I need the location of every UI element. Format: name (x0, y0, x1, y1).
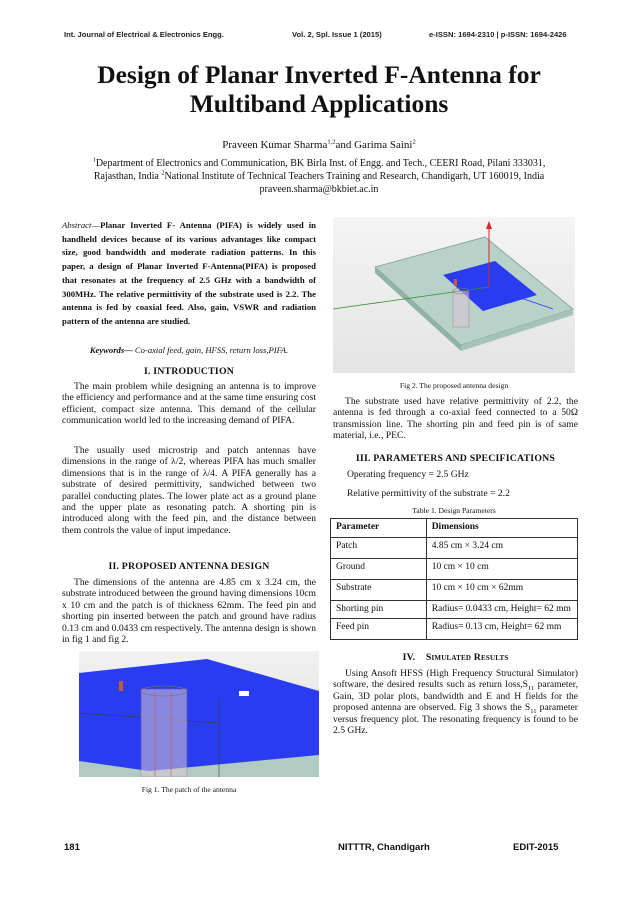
intro-paragraph-1: The main problem while designing an antenna is to improve the efficiency and performance and at the same time ensuring cost efficient, compact size antenna. This demand of the cellular communication world led to the increasing demand of PIFA. (62, 381, 316, 427)
keywords-label: Keywords— (89, 345, 133, 355)
section-heading-design: II. PROPOSED ANTENNA DESIGN (108, 561, 270, 572)
table-cell: Radius= 0.0433 cm, Height= 62 mm (426, 600, 577, 619)
table-cell: Ground (331, 558, 427, 579)
table-cell: Substrate (331, 579, 427, 600)
design-paragraph: The dimensions of the antenna are 4.85 cm x 3.24 cm, the substrate introduced between the ground having dimensions 10cm x 10 cm and the patch is of thickness 62mm. The feed pin and shorting pin inserted between the patch and ground have radius 0.13 cm and 0.0433 cm respectively. The antenna design is shown in fig 1 and fig 2. (62, 577, 316, 646)
author-email: praveen.sharma@bkbiet.ac.in (259, 184, 379, 196)
journal-name: Int. Journal of Electrical & Electronics Engg. (64, 30, 224, 39)
figure-1-svg (79, 651, 319, 777)
section-number: IV. (402, 652, 416, 663)
journal-issn: e-ISSN: 1694-2310 | p-ISSN: 1694-2426 (429, 30, 567, 39)
author-1-sup: 1,2 (327, 138, 336, 146)
table-row (331, 619, 578, 640)
abstract-body: Planar Inverted F- Antenna (PIFA) is widely used in handheld devices because of its various advantages like compact size, good bandwidth and moderate radiation patterns. In this paper, a design of Planar Inverted F-Antenna(PIFA) is proposed that resonates at the frequency of 2.5 GHz with a bandwidth of 300MHz. The relative permittivity of the substrate used is 2.2. The antenna is fed by coaxial feed. Also, gain, VSWR and radiation pattern of the antenna are studied. (62, 220, 316, 326)
figure-1-patch (79, 651, 319, 777)
affil-line-2b: National Institute of Technical Teachers Training and Research, Chandigarh, UT 160019, India (164, 171, 545, 183)
sim-text-a: Using Ansoft HFSS (High Frequency Structural Simulator) software, the desired results such as return loss,S (333, 668, 578, 691)
table-header-dimensions: Dimensions (426, 519, 577, 538)
figure-2-antenna (333, 217, 575, 373)
table-cell: Radius= 0.13 cm, Height= 62 mm (426, 619, 577, 640)
affil-sup-2: 2 (161, 169, 165, 177)
affil-sup-1: 1 (92, 156, 96, 164)
intro-paragraph-2: The usually used microstrip and patch antennas have dimensions in the range of λ/2, whereas PIFA has much smaller dimensions that is in the range of λ/4. A PIFA generally has a substrate of desired permittivity, sandwiched between two parallel conducting plates. The lower plate act as a ground plane and the upper plate as resonating patch. A shorting pin is introduced along with the feed pin, and the distance between them controls the value of input impedance. (62, 445, 316, 536)
author-2: and Garima Saini (335, 139, 413, 151)
table-cell: Shorting pin (331, 600, 427, 619)
table-row (331, 537, 578, 558)
section-heading-introduction: I. INTRODUCTION (143, 366, 235, 377)
table-cell: 10 cm × 10 cm × 62mm (426, 579, 577, 600)
table-header-parameter: Parameter (331, 519, 427, 538)
figure-2-caption: Fig 2. The proposed antenna design (399, 381, 509, 390)
affiliation (60, 157, 578, 197)
sim-text-c: parameter versus frequency plot. The resonating frequency is found to be 2.5 GHz. (333, 702, 578, 737)
keywords (62, 345, 316, 355)
journal-volume: Vol. 2, Spl. Issue 1 (2015) (292, 30, 382, 39)
author-2-sup: 2 (412, 138, 416, 146)
figure-2-svg (333, 217, 575, 373)
footer-org: NITTTR, Chandigarh (338, 842, 430, 853)
table-cell: 4.85 cm × 3.24 cm (426, 537, 577, 558)
abstract-dash: — (91, 220, 101, 230)
keywords-text: Co-axial feed, gain, HFSS, return loss,PIFA. (132, 345, 289, 355)
table-row (331, 558, 578, 579)
design-parameters-table (330, 518, 578, 640)
affil-line-2a: Rajasthan, India (93, 171, 162, 183)
substrate-paragraph: The substrate used have relative permittivity of 2.2, the antenna is fed through a co-axial feed connected to a 50Ω transmission line. The shorting pin and feed pin is of same material, i.e., PEC. (333, 396, 578, 442)
table-row (331, 600, 578, 619)
table-header-row (331, 519, 578, 538)
section-heading-simulated-results (333, 652, 578, 663)
author-1: Praveen Kumar Sharma (222, 139, 328, 151)
figure-1-caption: Fig 1. The patch of the antenna (141, 785, 237, 794)
affil-line-1: Department of Electronics and Communication, BK Birla Inst. of Engg. and Tech., CEERI Road, Pilani 333031, (95, 158, 546, 169)
footer-edition: EDIT-2015 (513, 842, 559, 853)
table-caption: Table 1. Design Parameters (412, 506, 496, 515)
sim-sub-2: 11 (530, 708, 537, 716)
author-line (0, 139, 638, 151)
table-cell: Feed pin (331, 619, 427, 640)
section-heading-parameters: III. PARAMETERS AND SPECIFICATIONS (355, 453, 556, 464)
table-cell: 10 cm × 10 cm (426, 558, 577, 579)
table-row (331, 579, 578, 600)
sim-sub-1: 11 (527, 685, 535, 693)
relative-permittivity: Relative permittivity of the substrate = 2.2 (347, 488, 510, 499)
table-cell: Patch (331, 537, 427, 558)
paper-title: Design of Planar Inverted F-Antenna for Multiband Applications (97, 60, 541, 118)
abstract (62, 219, 316, 329)
section-title: Simulated Results (425, 652, 509, 663)
simulation-paragraph (333, 668, 578, 736)
operating-frequency: Operating frequency = 2.5 GHz (347, 469, 469, 480)
page-number: 181 (64, 842, 80, 853)
abstract-label: Abstract (62, 220, 92, 230)
sim-text-b: parameter, Gain, 3D polar plots, bandwidth and E and H fields for the proposed antenna are observed. Fig 3 shows the S (333, 679, 578, 714)
